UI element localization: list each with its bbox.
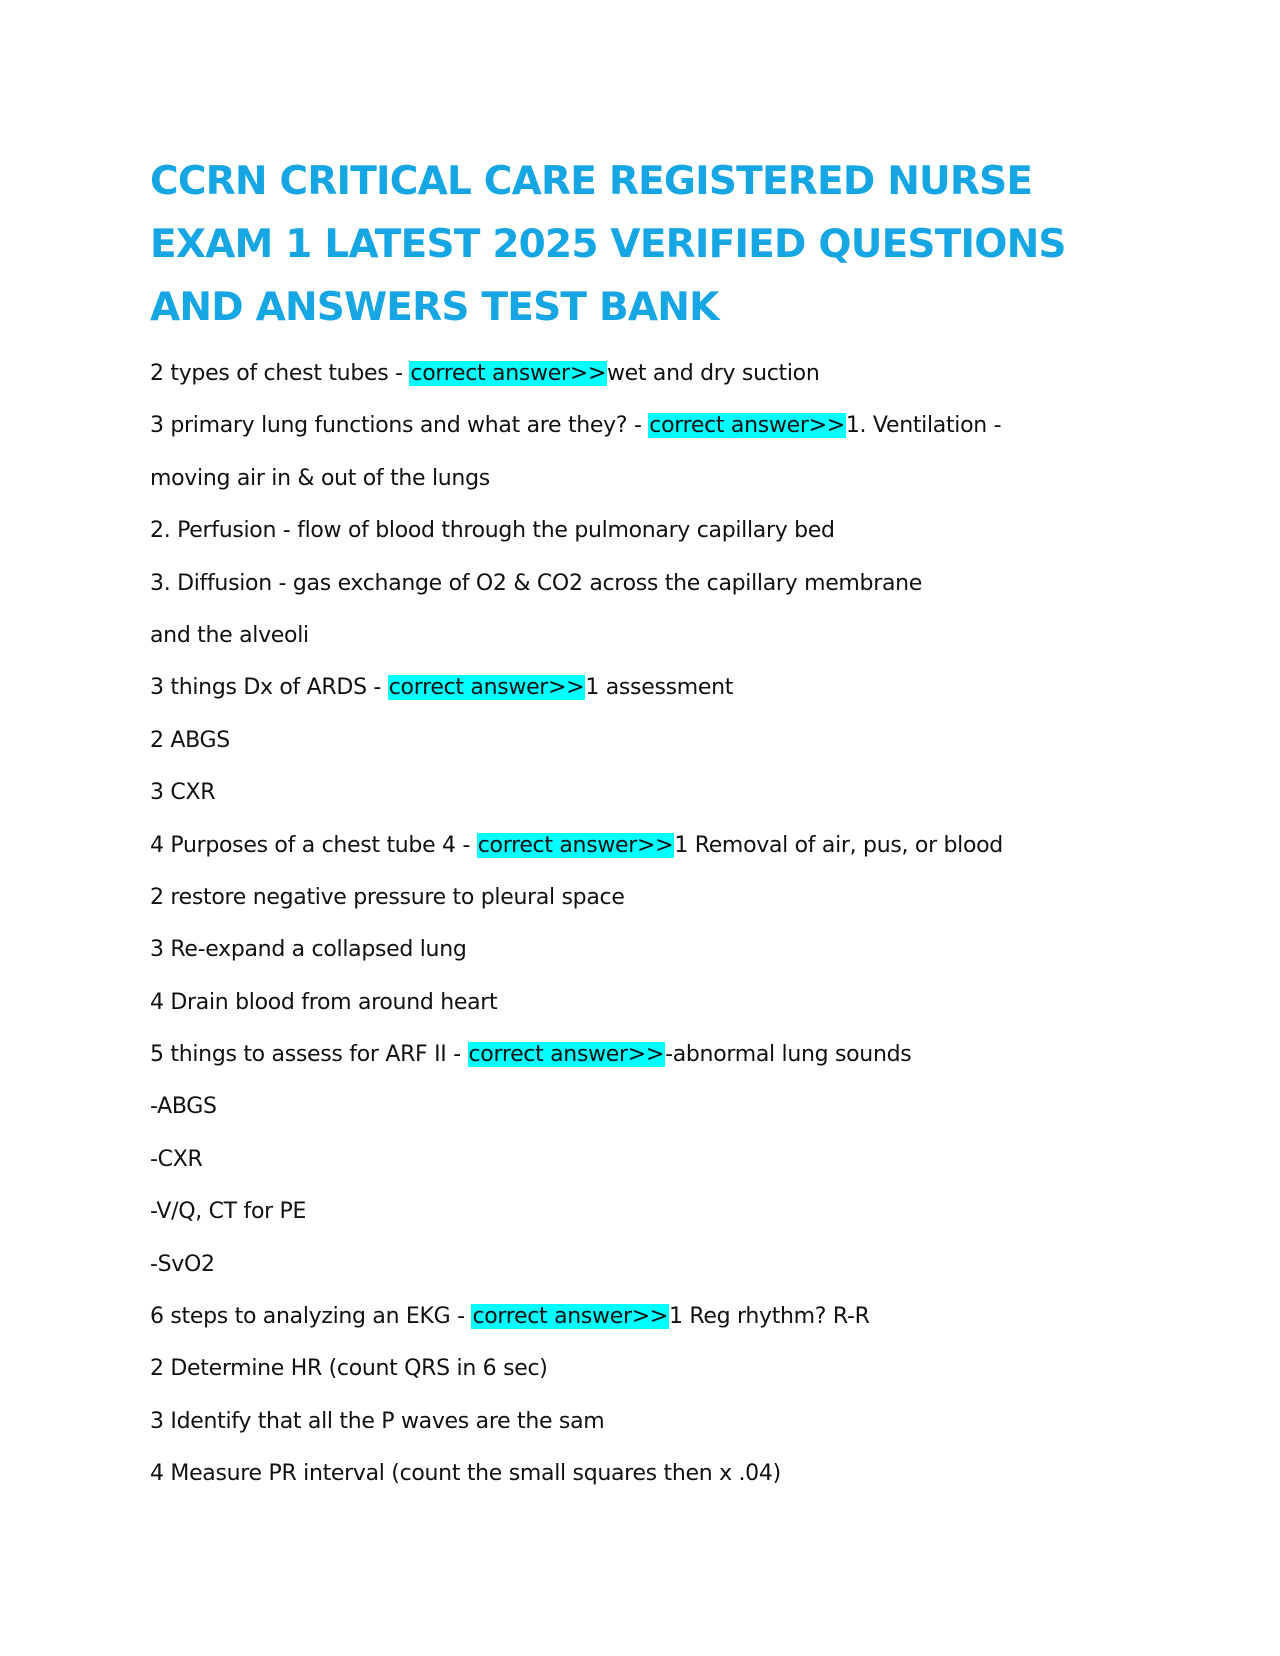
answer-text: 1. Ventilation - bbox=[845, 413, 1002, 439]
question-text: 5 things to assess for ARF II - bbox=[150, 1042, 468, 1068]
question-text: 3 things Dx of ARDS - bbox=[150, 675, 388, 701]
line-text: moving air in & out of the lungs bbox=[150, 465, 490, 491]
answer-text: 1 assessment bbox=[585, 675, 734, 701]
line-text: 3 Identify that all the P waves are the sam bbox=[150, 1408, 605, 1434]
text-line bbox=[150, 1134, 1150, 1186]
text-line bbox=[150, 977, 1150, 1029]
text-line bbox=[150, 1186, 1150, 1238]
line-text: 4 Drain blood from around heart bbox=[150, 989, 498, 1015]
question-text: 3 primary lung functions and what are they? - bbox=[150, 413, 649, 439]
question-text: 6 steps to analyzing an EKG - bbox=[150, 1304, 472, 1330]
answer-marker: correct answer>> bbox=[410, 361, 606, 386]
question-line bbox=[150, 820, 1150, 872]
answer-text: 1 Reg rhythm? R-R bbox=[669, 1304, 870, 1330]
text-line bbox=[150, 558, 1150, 610]
line-text: 3 CXR bbox=[150, 780, 216, 806]
text-line bbox=[150, 610, 1150, 662]
line-text: 2 ABGS bbox=[150, 727, 230, 753]
answer-marker: correct answer>> bbox=[472, 1304, 668, 1330]
line-text: -CXR bbox=[150, 1146, 203, 1172]
answer-marker: correct answer>> bbox=[388, 675, 585, 701]
question-line bbox=[150, 348, 1150, 400]
text-line bbox=[150, 1081, 1150, 1133]
answer-marker: correct answer>> bbox=[477, 832, 674, 858]
line-text: -ABGS bbox=[150, 1094, 217, 1120]
line-text: 2 restore negative pressure to pleural space bbox=[150, 884, 625, 910]
text-line bbox=[150, 1396, 1150, 1448]
answer-marker: correct answer>> bbox=[468, 1042, 665, 1068]
document-body bbox=[150, 348, 1150, 1501]
text-line bbox=[150, 715, 1150, 767]
text-line bbox=[150, 872, 1150, 924]
question-line bbox=[150, 662, 1150, 714]
answer-text: -abnormal lung sounds bbox=[665, 1042, 912, 1068]
line-text: and the alveoli bbox=[150, 622, 309, 648]
question-line bbox=[150, 400, 1150, 452]
text-line bbox=[150, 505, 1150, 557]
text-line bbox=[150, 924, 1150, 976]
answer-text: wet and dry suction bbox=[606, 361, 820, 386]
question-text: 4 Purposes of a chest tube 4 - bbox=[150, 832, 477, 858]
text-line bbox=[150, 1343, 1150, 1395]
line-text: 4 Measure PR interval (count the small squares then x .04) bbox=[150, 1461, 781, 1487]
text-line bbox=[150, 767, 1150, 819]
question-line bbox=[150, 1029, 1150, 1081]
question-line bbox=[150, 1291, 1150, 1343]
line-text: 3. Diffusion - gas exchange of O2 & CO2 across the capillary membrane bbox=[150, 570, 923, 596]
document-title: CCRN CRITICAL CARE REGISTERED NURSE EXAM 1 LATEST 2025 VERIFIED QUESTIONS AND ANSWERS TEST BANK bbox=[150, 159, 1066, 330]
answer-marker: correct answer>> bbox=[649, 413, 845, 439]
line-text: 2 Determine HR (count QRS in 6 sec) bbox=[150, 1356, 548, 1382]
line-text: 3 Re-expand a collapsed lung bbox=[150, 937, 467, 963]
text-line bbox=[150, 1448, 1150, 1500]
question-text: 2 types of chest tubes - bbox=[150, 361, 410, 386]
line-text: -V/Q, CT for PE bbox=[150, 1199, 307, 1225]
text-line bbox=[150, 1239, 1150, 1291]
answer-text: 1 Removal of air, pus, or blood bbox=[674, 832, 1003, 858]
line-text: -SvO2 bbox=[150, 1251, 215, 1277]
line-text: 2. Perfusion - flow of blood through the pulmonary capillary bed bbox=[150, 518, 835, 544]
text-line bbox=[150, 453, 1150, 505]
